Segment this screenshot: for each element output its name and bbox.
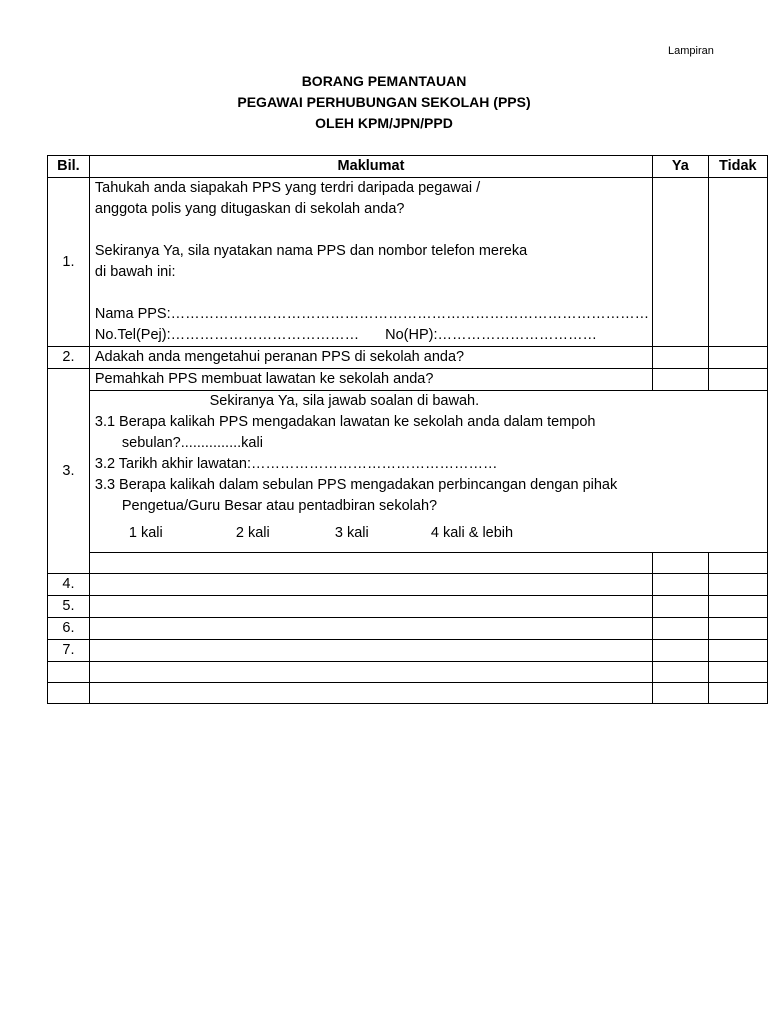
row-1-tidak-cell[interactable] <box>708 178 767 347</box>
question-3-3: 3.3 Berapa kalikah dalam sebulan PPS mengadakan perbincangan dengan pihak <box>94 477 618 493</box>
phone-fields <box>95 325 649 346</box>
question-3-2[interactable]: 3.2 Tarikh akhir lawatan:…………………………………………… <box>94 456 498 472</box>
table-row-2 <box>48 347 768 369</box>
row-3-tidak-cell[interactable] <box>708 369 767 391</box>
empty-row-1-maklumat[interactable] <box>89 662 652 683</box>
empty-row-1-bil <box>48 662 90 683</box>
question-3-1: 3.1 Berapa kalikah PPS mengadakan lawatan ke sekolah anda dalam tempoh <box>94 414 596 430</box>
empty-row-2-maklumat[interactable] <box>89 683 652 704</box>
row-3-answer-ya[interactable] <box>653 553 709 574</box>
form-subtitle: PEGAWAI PERHUBUNGAN SEKOLAH (PPS) <box>237 94 531 110</box>
row-5-number: 5. <box>48 596 90 618</box>
table-row-6 <box>48 618 768 640</box>
table-row-empty-2 <box>48 683 768 704</box>
empty-row-2-bil <box>48 683 90 704</box>
row-1-instruction-line1: Sekiranya Ya, sila nyatakan nama PPS dan nombor telefon mereka <box>94 243 528 259</box>
row-3-intro: Sekiranya Ya, sila jawab soalan di bawah. <box>209 393 480 409</box>
row-4-tidak-cell[interactable] <box>708 574 767 596</box>
row-3-ya-cell[interactable] <box>653 369 709 391</box>
row-3-answer-row <box>48 553 768 574</box>
row-6-maklumat[interactable] <box>89 618 652 640</box>
table-row-7 <box>48 640 768 662</box>
header-maklumat: Maklumat <box>89 156 652 178</box>
row-3-answer-tidak[interactable] <box>708 553 767 574</box>
row-5-ya-cell[interactable] <box>653 596 709 618</box>
header-bil: Bil. <box>48 156 90 178</box>
row-1-content <box>89 178 652 347</box>
mobile-phone-field[interactable]: No(HP):…………………………… <box>385 327 597 343</box>
row-4-number: 4. <box>48 574 90 596</box>
option-2-kali[interactable]: 2 kali <box>235 525 270 541</box>
row-1-question-line1: Tahukah anda siapakah PPS yang terdri daripada pegawai / <box>94 180 481 196</box>
row-1-number: 1. <box>48 178 90 347</box>
row-2-tidak-cell[interactable] <box>708 347 767 369</box>
row-3-followup <box>48 391 768 553</box>
monitoring-table <box>47 155 768 704</box>
table-row-empty-1 <box>48 662 768 683</box>
question-3-3-cont: Pengetua/Guru Besar atau pentadbiran sekolah? <box>121 498 438 514</box>
row-2-number: 2. <box>48 347 90 369</box>
table-row-4 <box>48 574 768 596</box>
form-title: BORANG PEMANTAUAN <box>301 73 467 89</box>
row-7-tidak-cell[interactable] <box>708 640 767 662</box>
row-6-number: 6. <box>48 618 90 640</box>
empty-row-1-tidak[interactable] <box>708 662 767 683</box>
header-ya: Ya <box>653 156 709 178</box>
row-3-answer-cell[interactable] <box>89 553 652 574</box>
row-1-instruction-line2: di bawah ini: <box>94 264 176 280</box>
frequency-options <box>95 517 764 544</box>
row-2-question: Adakah anda mengetahui peranan PPS di sekolah anda? <box>89 347 652 369</box>
row-1-ya-cell[interactable] <box>653 178 709 347</box>
row-3-number: 3. <box>48 369 90 574</box>
empty-row-2-ya[interactable] <box>653 683 709 704</box>
option-4-kali-lebih[interactable]: 4 kali & lebih <box>430 525 514 541</box>
row-5-tidak-cell[interactable] <box>708 596 767 618</box>
row-6-tidak-cell[interactable] <box>708 618 767 640</box>
option-1-kali[interactable]: 1 kali <box>128 525 163 541</box>
row-7-ya-cell[interactable] <box>653 640 709 662</box>
row-2-ya-cell[interactable] <box>653 347 709 369</box>
table-row-3 <box>48 369 768 391</box>
row-4-ya-cell[interactable] <box>653 574 709 596</box>
row-4-maklumat[interactable] <box>89 574 652 596</box>
table-row-1 <box>48 178 768 347</box>
question-3-1-answer[interactable]: sebulan?...............kali <box>121 435 263 451</box>
row-7-maklumat[interactable] <box>89 640 652 662</box>
empty-row-2-tidak[interactable] <box>708 683 767 704</box>
row-3-question: Pemahkah PPS membuat lawatan ke sekolah anda? <box>89 369 652 391</box>
lampiran-label: Lampiran <box>668 45 714 57</box>
form-issuer: OLEH KPM/JPN/PPD <box>315 115 453 131</box>
header-row <box>48 156 768 178</box>
row-7-number: 7. <box>48 640 90 662</box>
option-3-kali[interactable]: 3 kali <box>334 525 369 541</box>
header-tidak: Tidak <box>708 156 767 178</box>
table-row-5 <box>48 596 768 618</box>
empty-row-1-ya[interactable] <box>653 662 709 683</box>
office-phone-field[interactable]: No.Tel(Pej):………………………………… <box>94 327 360 343</box>
row-1-question-line2: anggota polis yang ditugaskan di sekolah anda? <box>94 201 405 217</box>
row-6-ya-cell[interactable] <box>653 618 709 640</box>
row-5-maklumat[interactable] <box>89 596 652 618</box>
row-3-followup-content <box>89 391 767 553</box>
nama-pps-field[interactable]: Nama PPS:……………………………………………………………………………………… <box>94 306 650 322</box>
